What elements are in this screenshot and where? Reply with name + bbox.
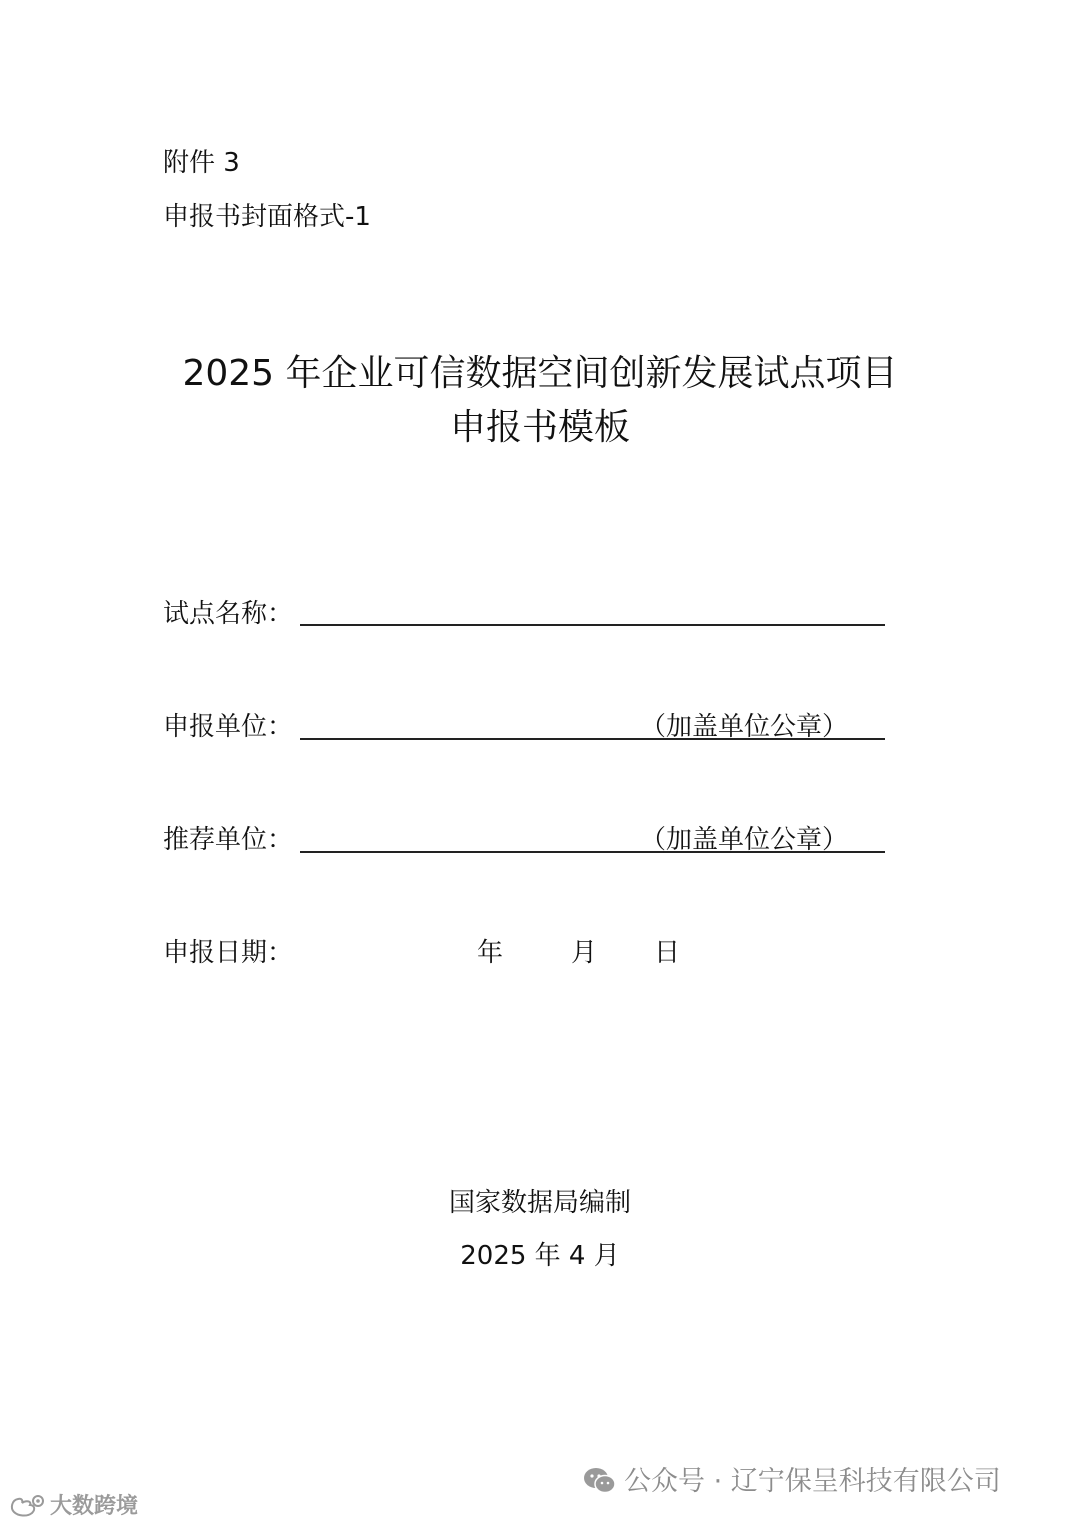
- applicant-label: 申报单位：: [163, 712, 294, 742]
- document-title-line1: 2025 年企业可信数据空间创新发展试点项目: [182, 353, 898, 394]
- watermark-left: 大数跨境: [50, 1494, 139, 1519]
- recommender-seal-note: （加盖单位公章）: [640, 825, 849, 855]
- watermark-account: 公众号 · 辽宁保呈科技有限公司: [624, 1466, 1001, 1497]
- pilot-name-label: 试点名称：: [163, 599, 294, 629]
- wechat-icon: [583, 1466, 617, 1496]
- recommender-label: 推荐单位：: [163, 825, 294, 855]
- document-title-line2: 申报书模板: [449, 407, 630, 448]
- date-month-char: 月: [571, 938, 598, 968]
- cover-format-label: 申报书封面格式-1: [163, 202, 371, 232]
- date-label: 申报日期：: [163, 938, 294, 968]
- applicant-seal-note: （加盖单位公章）: [640, 712, 849, 742]
- pilot-name-field: [300, 624, 885, 626]
- weibo-logo-icon: [8, 1492, 48, 1518]
- date-day-char: 日: [654, 938, 681, 968]
- attachment-label: 附件 3: [163, 148, 240, 178]
- issue-date: 2025 年 4 月: [460, 1241, 620, 1271]
- date-year-char: 年: [477, 938, 504, 968]
- issuer: 国家数据局编制: [448, 1188, 631, 1218]
